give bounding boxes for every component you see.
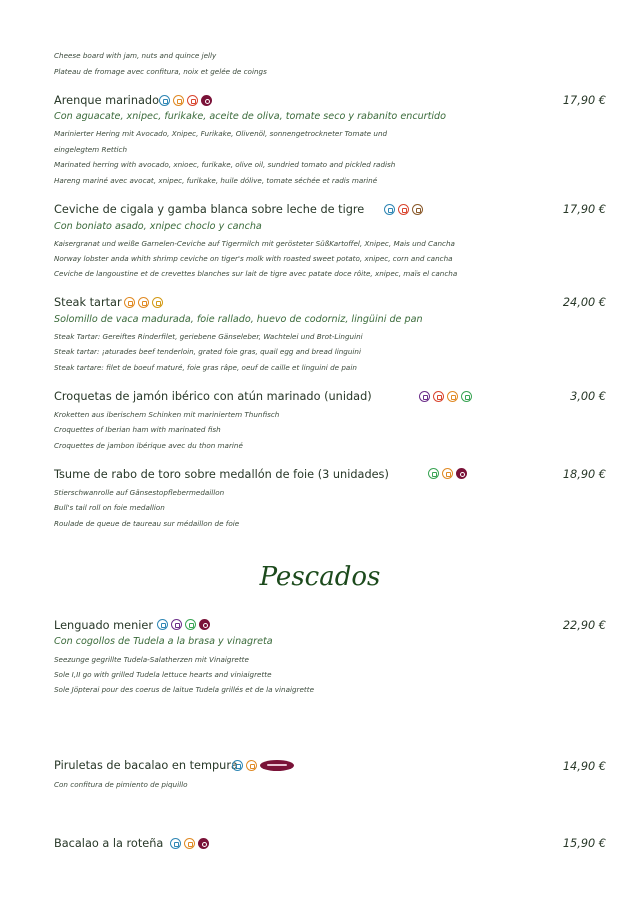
allergen-maroon-solid-icon [199,619,210,630]
allergen-orange-icon [246,760,257,771]
allergen-blue-icon [157,619,168,630]
allergen-icons [159,95,212,106]
translation-line: Steak Tartar: Gereiftes Rinderfilet, geriebene Gänseleber, Wachtelei und Brot-Linguini [54,332,363,341]
allergen-green-icon [428,468,439,479]
allergen-blue-icon [170,838,181,849]
dish-name: Piruletas de bacalao en tempura [54,759,238,772]
translation-line: Bull's tail roll on foie medallion [54,503,165,512]
translation-line: Sole Jöpterai pour des coerus de laitue Tudela grillés et de la vinaigrette [54,685,314,694]
allergen-orange-icon [184,838,195,849]
allergen-blue-icon [159,95,170,106]
translation-line: Marinierter Hering mit Avocado, Xnipec, Furikake, Olivenöl, sonnengetrockneter Tomate und [54,129,388,138]
allergen-icons [170,838,209,849]
allergen-icons [124,297,163,308]
top-line-1: Cheese board with jam, nuts and quince jelly [54,51,217,60]
section-title: Pescados [259,562,381,592]
dish-name: Croquetas de jamón ibérico con atún marinado (unidad) [54,390,372,403]
translation-line: Roulade de queue de taureau sur médaillon de foie [54,519,240,528]
allergen-green-icon [185,619,196,630]
allergen-gold-icon [152,297,163,308]
dish-price: 17,90 € [562,94,606,107]
dish-description: Solomillo de vaca madurada, foie rallado, huevo de codorniz, lingüini de pan [54,314,423,325]
allergen-icons [157,619,210,630]
allergen-maroon-solid-icon [198,838,209,849]
dish-price: 14,90 € [562,760,606,773]
translation-line: Sole I,II go with grilled Tudela lettuce hearts and viniaigrette [54,670,272,679]
translation-line: Marinated herring with avocado, xnioec, furikake, olive oil, sundried tomato and pickled radish [54,160,396,169]
dish-name: Lenguado menier [54,619,153,632]
dish-name: Ceviche de cigala y gamba blanca sobre leche de tigre [54,203,365,216]
translation-line: Croquettes of Iberian ham with marinated fish [54,425,221,434]
dish-price: 24,00 € [562,296,606,309]
allergen-maroon-solid-icon [456,468,467,479]
dish-price: 15,90 € [562,837,606,850]
allergen-icons [384,204,423,215]
translation-line: Kroketten aus iberischem Schinken mit mariniertem Thunfisch [54,410,280,419]
dish-description: Con aguacate, xnipec, furikake, aceite de oliva, tomate seco y rabanito encurtido [54,111,447,122]
translation-line: Stierschwanrolle auf Gänsestopflebermedaillon [54,488,225,497]
allergen-orange-icon [442,468,453,479]
translation-line: Ceviche de langoustine et de crevettes blanches sur lait de tigre avec patate doce rôite, xnipec, maïs el cancha [54,269,458,278]
allergen-orange-icon [447,391,458,402]
allergen-purple-icon [419,391,430,402]
dish-price: 22,90 € [562,619,606,632]
oval-badge-icon [260,760,294,771]
dish-price: 18,90 € [562,468,606,481]
dish-name: Bacalao a la roteña [54,837,164,850]
allergen-green-icon [461,391,472,402]
allergen-maroon-solid-icon [201,95,212,106]
dish-name: Arenque marinado [54,94,159,107]
allergen-blue-icon [232,760,243,771]
translation-line: Norway lobster anda whith shrimp ceviche on tiger's molk with roasted sweet potato, xnipec, corn and cancha [54,254,453,263]
allergen-icons [419,391,472,402]
allergen-orange-icon [124,297,135,308]
dish-description: Con cogollos de Tudela a la brasa y vinagreta [54,636,273,647]
allergen-red-icon [187,95,198,106]
translation-line: Steak tartar: ¡aturades beef tenderloin, grated foie gras, quail egg and bread linguini [54,347,361,356]
allergen-icons [428,468,467,479]
translation-line: Croquettes de jambon ibérique avec du thon mariné [54,441,243,450]
dish-description: Con boniato asado, xnipec choclo y cancha [54,221,262,232]
translation-line: eingelegtem Rettich [54,145,128,154]
allergen-orange-icon [138,297,149,308]
translation-line: Hareng mariné avec avocat, xnipec, furikake, huile dólive, tomate séchée et radis mariné [54,176,378,185]
dish-name: Tsume de rabo de toro sobre medallón de foie (3 unidades) [54,468,389,481]
dish-name: Steak tartar [54,296,122,309]
translation-line: Con confitura de pimiento de piquillo [54,780,188,789]
translation-line: Seezunge gegrillte Tudela-Salatherzen mit Vinaigrette [54,655,249,664]
allergen-orange-icon [173,95,184,106]
allergen-brown-icon [412,204,423,215]
translation-line: Steak tartare: filet de boeuf maturé, foie gras râpe, oeuf de caille et linguini de pain [54,363,357,372]
dish-price: 17,90 € [562,203,606,216]
allergen-red-icon [433,391,444,402]
allergen-purple-icon [171,619,182,630]
translation-line: Kaisergranat und weiße Garnelen-Ceviche auf Tigermilch mit gerösteter SüßKartoffel, Xnipec, Mais und Cancha [54,239,455,248]
allergen-red-icon [398,204,409,215]
allergen-blue-icon [384,204,395,215]
allergen-icons [232,760,294,771]
top-line-2: Plateau de fromage avec confitura, noix et gelée de coings [54,67,267,76]
dish-price: 3,00 € [570,390,606,403]
